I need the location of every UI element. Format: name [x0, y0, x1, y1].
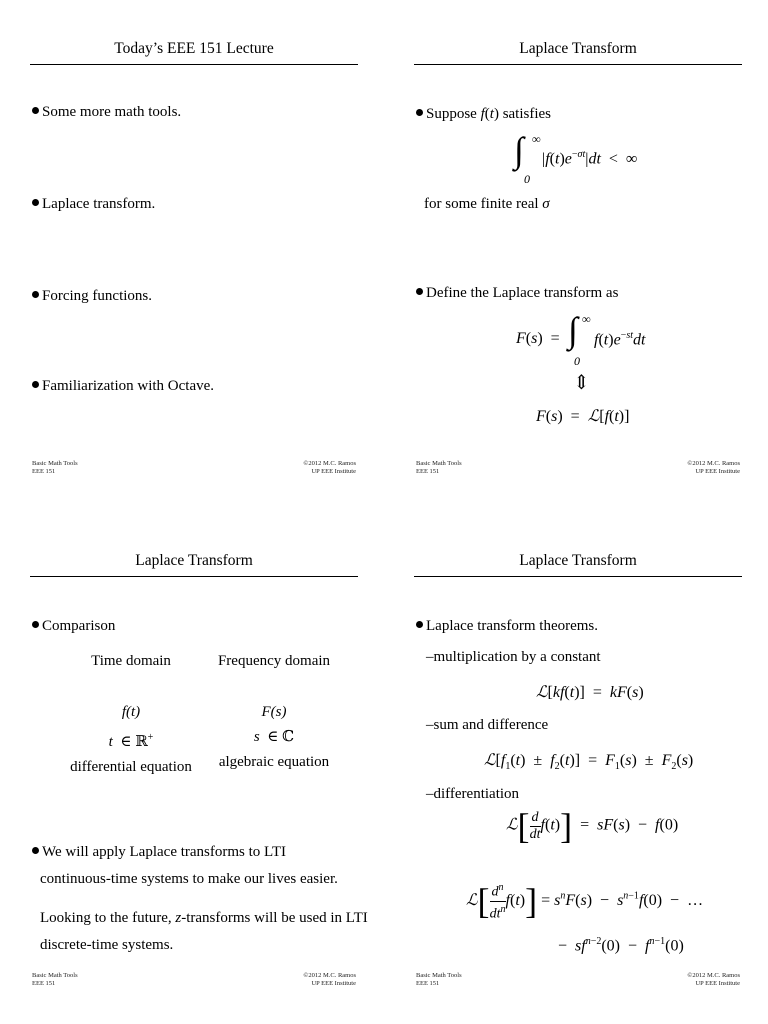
- bullet-item: Comparison: [32, 618, 115, 635]
- nth-derivative-formula: ℒ[ $\frac{d^n}{dt^n}$ $f(t)] = s^nF(s) - s^{n-1}f(0)$ − …: [466, 881, 704, 922]
- bullet-item: Familiarization with Octave.: [32, 378, 214, 395]
- bullet-item: Define the Laplace transform as: [416, 285, 618, 302]
- slide-comparison: Laplace Transform Comparison Time domain Frequency domain f(t) t ∈ ℝ+ differential equation F(s) s ∈ ℂ algebraic equation We will apply Laplace transforms to LTI continuous-time systems to make our lives easier. Looking to the future, z-transforms will be used in LTI discrete-time systems. Basic Math Tools EEE 151 ©2012 M.C. Ramos UP EEE Institute: [32, 552, 368, 987]
- title-rule: [414, 64, 742, 65]
- slide-title: Laplace Transform: [135, 552, 253, 569]
- title-rule: [30, 576, 358, 577]
- bullet-item: Forcing functions.: [32, 288, 152, 305]
- slide-laplace-definition: Laplace Transform Suppose f(t) satisfies ∫ ∞ 0 $|f(t)e^{-\sigma t}|dt$ < ∞ for some finite real σ Define the Laplace transform as F(s) = ∫ ∞ 0 $f(t)e^{-st}dt$ ⇕ F(s) = ℒ[f(t)] Basic Math Tools EEE 151 ©2012 M.C. Ramos UP EEE Institute: [416, 40, 740, 475]
- bullet-icon: [32, 199, 39, 206]
- title-rule: [414, 576, 742, 577]
- time-domain-entries: f(t) t ∈ ℝ+ differential equation: [70, 704, 192, 775]
- equivalence-arrow-icon: ⇕: [573, 372, 590, 394]
- bullet-item: We will apply Laplace transforms to LTI: [32, 844, 286, 861]
- laplace-notation: F(s) = ℒ[f(t)]: [536, 408, 630, 425]
- footer-course: Basic Math Tools EEE 151: [32, 972, 78, 987]
- footer-copyright: ©2012 M.C. Ramos UP EEE Institute: [687, 972, 740, 987]
- bullet-icon: [32, 847, 39, 854]
- slide-title: Laplace Transform: [519, 552, 637, 569]
- bullet-icon: [32, 381, 39, 388]
- footer-copyright: ©2012 M.C. Ramos UP EEE Institute: [303, 460, 356, 475]
- multiplication-formula: ℒ[kf(t)] = kF(s): [536, 684, 644, 701]
- footer-course: Basic Math Tools EEE 151: [416, 460, 462, 475]
- footer-copyright: ©2012 M.C. Ramos UP EEE Institute: [303, 972, 356, 987]
- title-rule: [30, 64, 358, 65]
- slide-title: Laplace Transform: [519, 40, 637, 57]
- frequency-domain-column: Frequency domain: [217, 653, 331, 669]
- finite-note: for some finite real σ: [424, 196, 550, 212]
- slide-todays-lecture: [0, 0, 384, 512]
- theorem-label: –differentiation: [426, 786, 520, 802]
- bullet-icon: [32, 291, 39, 298]
- theorem-label: –sum and difference: [426, 717, 549, 733]
- bullet-icon: [416, 109, 423, 116]
- first-derivative-formula: ℒ[ $\frac{d}{dt}$ f(t)] = sF(s) − f(0): [506, 806, 679, 846]
- bullet-item: Suppose f(t) satisfies: [416, 106, 551, 123]
- frequency-domain-entries: F(s) s ∈ ℂ algebraic equation: [218, 704, 330, 770]
- slide-theorems: Laplace Transform Laplace transform theorems. –multiplication by a constant ℒ[kf(t)] = kF(s) –sum and difference $ℒ[f_1(t) \pm f_2(t)] = F_1(s) \pm F_2(s)$ –differentiation ℒ[ $\frac{d}{dt}$ f(t)] = sF(s) − f(0) ℒ[ $\frac{d^n}{dt^n}$ $f(t)] = s^nF(s) - s^{n-1}f(0)$ − … − $sf^{n-2}(0) - f^{n-1}(0)$ Basic Math Tools EEE 151 ©2012 M.C. Ramos UP EEE Institute: [416, 552, 740, 987]
- integrability-condition: ∫: [514, 130, 524, 170]
- laplace-definition: F(s) =: [516, 330, 560, 347]
- bullet-icon: [32, 621, 39, 628]
- time-domain-column: Time domain: [91, 653, 171, 669]
- slide-title: Today’s EEE 151 Lecture: [114, 40, 274, 57]
- footer-course: Basic Math Tools EEE 151: [32, 460, 78, 475]
- footer-copyright: ©2012 M.C. Ramos UP EEE Institute: [687, 460, 740, 475]
- sum-difference-formula: $ℒ[f_1(t) \pm f_2(t)] = F_1(s) \pm F_2(s)$: [484, 752, 694, 773]
- bullet-item: Laplace transform.: [32, 196, 155, 213]
- bullet-icon: [32, 107, 39, 114]
- footer-course: Basic Math Tools EEE 151: [416, 972, 462, 987]
- bullet-icon: [416, 621, 423, 628]
- theorem-label: –multiplication by a constant: [426, 649, 601, 665]
- bullet-icon: [416, 288, 423, 295]
- bullet-item: Some more math tools.: [32, 104, 181, 121]
- bullet-item: Laplace transform theorems.: [416, 618, 598, 635]
